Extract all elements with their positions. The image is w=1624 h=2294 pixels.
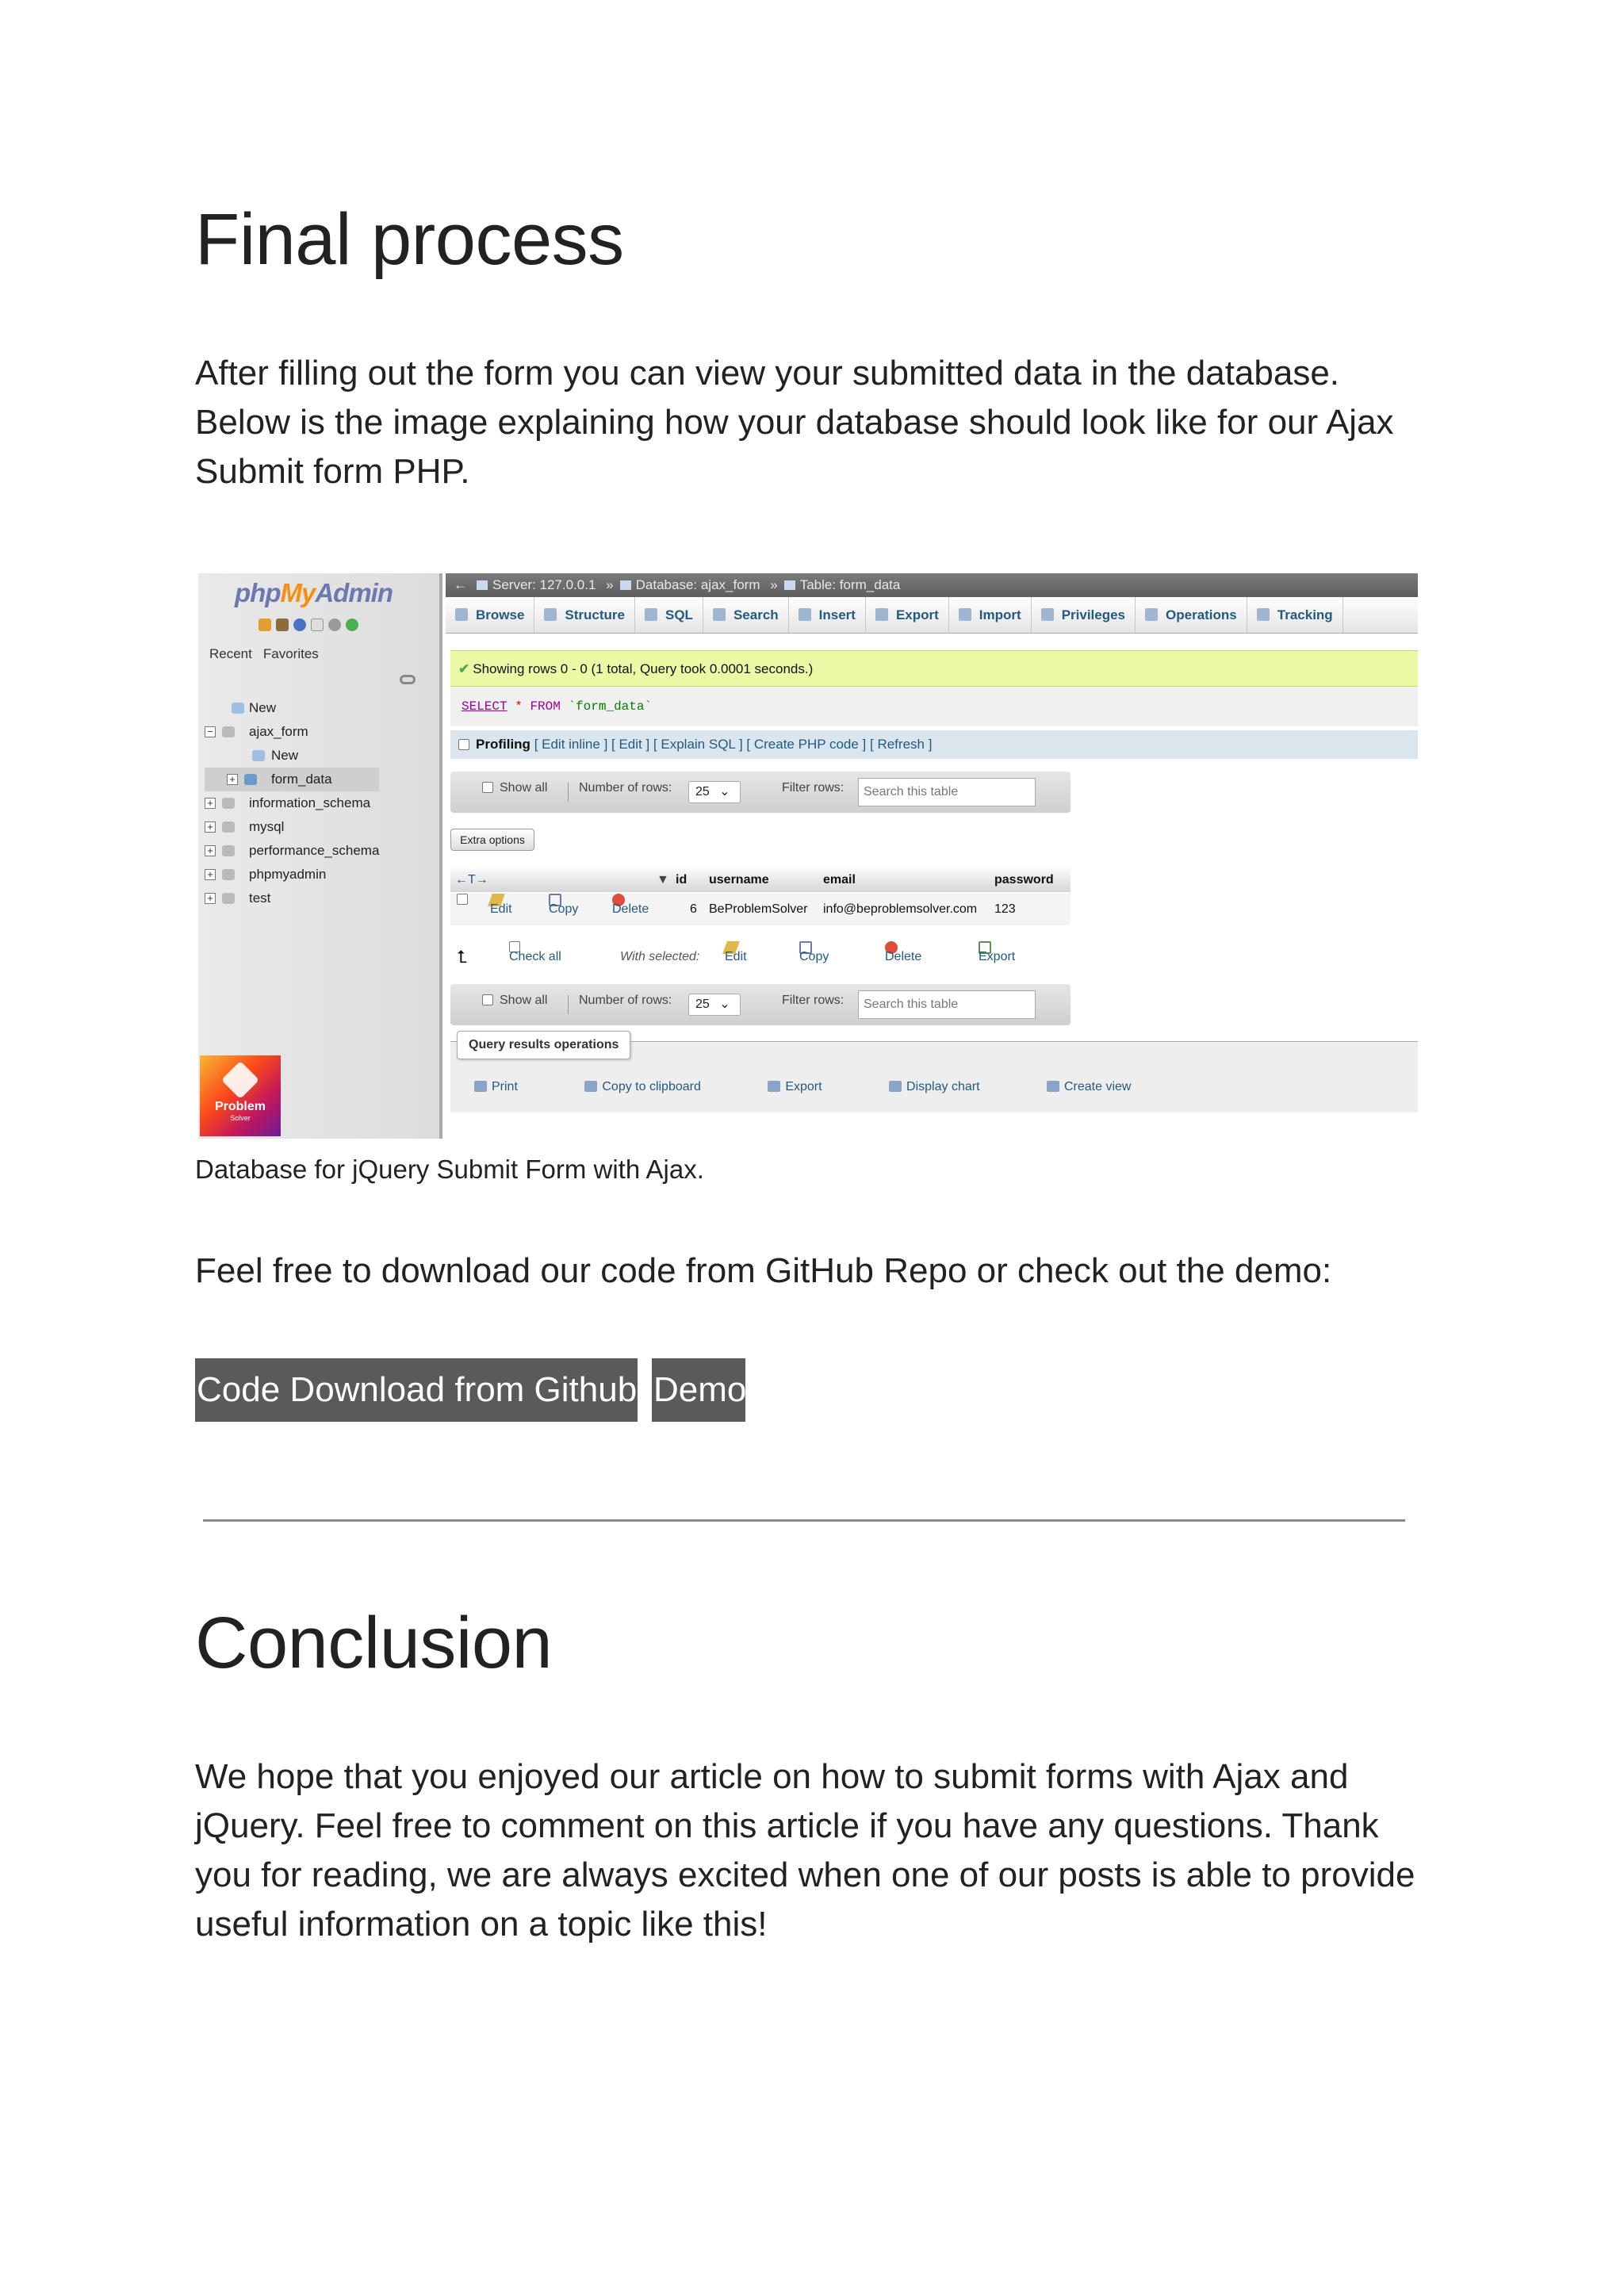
chevron-down-icon: ⌄	[719, 998, 730, 1011]
pma-db-tree	[205, 696, 379, 910]
qro-ops	[474, 1080, 1194, 1094]
profiling-checkbox[interactable]	[458, 739, 469, 750]
demo-button[interactable]: Demo	[652, 1358, 745, 1422]
server-icon	[477, 580, 488, 590]
table-row: Edit Copy Delete 6 BeProblemSolver info@beproblemsolver.com 123	[450, 894, 1071, 925]
column-email[interactable]: email	[823, 873, 856, 887]
pma-tabs	[446, 597, 1418, 634]
tree-item-phpmyadmin[interactable]: + phpmyadmin	[205, 863, 379, 887]
browse-icon	[455, 608, 468, 621]
paragraph-download: Feel free to download our code from GitHub Repo or check out the demo:	[195, 1251, 1332, 1290]
qro-legend: Query results operations	[457, 1031, 630, 1059]
pma-sidebar	[198, 573, 442, 1139]
tree-item-new-table[interactable]: New	[205, 744, 379, 768]
tab-structure[interactable]: Structure	[534, 597, 635, 633]
breadcrumb-server[interactable]: Server: 127.0.0.1	[492, 577, 596, 592]
image-caption: Database for jQuery Submit Form with Ajax.	[195, 1155, 704, 1184]
tab-favorites[interactable]: Favorites	[262, 646, 319, 661]
sql-icon	[645, 608, 657, 621]
problem-solver-mark-icon	[221, 1061, 259, 1099]
column-id[interactable]: id	[676, 873, 688, 887]
settings-icon[interactable]	[328, 618, 341, 631]
wrench-icon	[1145, 608, 1158, 621]
create-view-link[interactable]: Create view	[1047, 1080, 1162, 1093]
tree-item-form-data[interactable]: + form_data	[205, 768, 379, 791]
pma-main	[446, 573, 1418, 1139]
export-icon	[875, 608, 888, 621]
pma-side-tabs	[209, 646, 330, 662]
check-icon: ✔	[458, 661, 470, 676]
print-icon	[474, 1081, 487, 1092]
tab-privileges[interactable]: Privileges	[1032, 597, 1136, 633]
structure-icon	[544, 608, 557, 621]
help-icon[interactable]	[293, 618, 306, 631]
copy-clipboard-link[interactable]: Copy to clipboard	[584, 1080, 733, 1093]
show-all-checkbox-bottom[interactable]	[482, 994, 493, 1005]
sort-icon[interactable]: ▼	[657, 873, 669, 887]
phpmyadmin-screenshot	[198, 573, 1418, 1139]
display-chart-link[interactable]: Display chart	[889, 1080, 1011, 1093]
export-link[interactable]: Export	[768, 1080, 853, 1093]
pma-breadcrumb: ← Server: 127.0.0.1 » Database: ajax_form » Table: form_data	[446, 573, 1418, 597]
table-icon	[784, 580, 795, 590]
tree-item-test[interactable]: + test	[205, 887, 379, 910]
docs-icon[interactable]	[311, 618, 324, 631]
copy-icon	[584, 1081, 597, 1092]
tree-item-mysql[interactable]: + mysql	[205, 815, 379, 839]
query-links[interactable]: [ Edit inline ] [ Edit ] [ Explain SQL ] [ Create PHP code ] [ Refresh ]	[534, 737, 933, 752]
tree-item-performance-schema[interactable]: + performance_schema	[205, 839, 379, 863]
database-icon	[620, 580, 631, 590]
breadcrumb-table[interactable]: Table: form_data	[799, 577, 901, 592]
cell-password: 123	[994, 902, 1016, 916]
chart-icon	[889, 1081, 902, 1092]
tab-recent[interactable]: Recent	[209, 646, 252, 661]
section-title-conclusion: Conclusion	[195, 1603, 553, 1683]
paragraph-conclusion: We hope that you enjoyed our article on how to submit forms with Ajax and jQuery. Feel free to comment on this article if you have any questions. Thank you for reading, we are always excited when one of our posts is able to provide useful information on a topic like this!	[195, 1757, 1415, 1944]
view-icon	[1047, 1081, 1059, 1092]
arrow-up-left-icon: ⮤	[457, 947, 467, 967]
print-link[interactable]: Print	[474, 1080, 550, 1093]
reload-icon[interactable]	[346, 618, 358, 631]
tab-import[interactable]: Import	[949, 597, 1032, 633]
section-title-final-process: Final process	[195, 199, 624, 280]
problem-solver-logo: Problem Solver	[200, 1055, 281, 1136]
tree-item-new[interactable]: New	[205, 696, 379, 720]
logout-icon[interactable]	[276, 618, 289, 631]
paragraph-final-process: After filling out the form you can view your submitted data in the database. Below is the image explaining how your database should look like for our Ajax Submit form PHP.	[195, 354, 1394, 491]
success-message: ✔ Showing rows 0 - 0 (1 total, Query took 0.0001 seconds.)	[450, 650, 1418, 687]
breadcrumb-database[interactable]: Database: ajax_form	[635, 577, 760, 592]
search-icon	[713, 608, 726, 621]
rows-select[interactable]: 25 ⌄	[688, 781, 741, 803]
tab-sql[interactable]: SQL	[635, 597, 703, 633]
filter-rows-input-bottom[interactable]: Search this table	[858, 990, 1036, 1019]
bulk-actions: ⮤ Check all With selected: Edit Copy Delete Export	[450, 941, 1071, 973]
chevron-down-icon: ⌄	[719, 785, 730, 798]
eye-icon	[1257, 608, 1270, 621]
cell-id: 6	[690, 902, 697, 916]
profiling-bar: Profiling [ Edit inline ] [ Edit ] [ Explain SQL ] [ Create PHP code ] [ Refresh ]	[450, 730, 1418, 759]
cell-username: BeProblemSolver	[709, 902, 808, 916]
insert-icon	[799, 608, 811, 621]
tab-export[interactable]: Export	[866, 597, 949, 633]
navigation-bar-bottom: Show all Number of rows: 25 ⌄ Filter rows: Search this table	[450, 984, 1071, 1025]
privileges-icon	[1041, 608, 1054, 621]
filter-rows-input[interactable]: Search this table	[858, 778, 1036, 806]
query-results-operations	[450, 1038, 1418, 1113]
pma-sidebar-icons	[259, 618, 358, 631]
extra-options-button[interactable]: Extra options	[450, 829, 534, 851]
pma-logo: phpMyAdmin	[235, 578, 393, 607]
tab-tracking[interactable]: Tracking	[1247, 597, 1343, 633]
tab-operations[interactable]: Operations	[1136, 597, 1247, 633]
tab-browse[interactable]: Browse	[446, 597, 534, 633]
navigation-bar-top: Show all Number of rows: 25 ⌄ Filter rows: Search this table	[450, 772, 1071, 813]
tab-search[interactable]: Search	[703, 597, 789, 633]
import-icon	[959, 608, 971, 621]
sql-query: SELECT * FROM `form_data`	[450, 687, 1418, 726]
tab-insert[interactable]: Insert	[789, 597, 866, 633]
show-all-checkbox[interactable]	[482, 782, 493, 793]
export-icon	[768, 1081, 780, 1092]
table-header	[450, 868, 1071, 892]
column-username[interactable]: username	[709, 873, 769, 887]
tree-item-ajax-form[interactable]: − ajax_form	[205, 720, 379, 744]
divider	[203, 1519, 1405, 1522]
link-icon[interactable]	[400, 675, 416, 684]
rows-select-bottom[interactable]: 25 ⌄	[688, 994, 741, 1016]
cell-email: info@beproblemsolver.com	[823, 902, 978, 916]
github-download-button[interactable]: Code Download from Github	[195, 1358, 638, 1422]
home-icon[interactable]	[259, 618, 271, 631]
column-password[interactable]: password	[994, 873, 1054, 887]
row-checkbox[interactable]	[457, 894, 468, 905]
column-arrows[interactable]: ←T→	[455, 873, 488, 887]
tree-item-information-schema[interactable]: + information_schema	[205, 791, 379, 815]
